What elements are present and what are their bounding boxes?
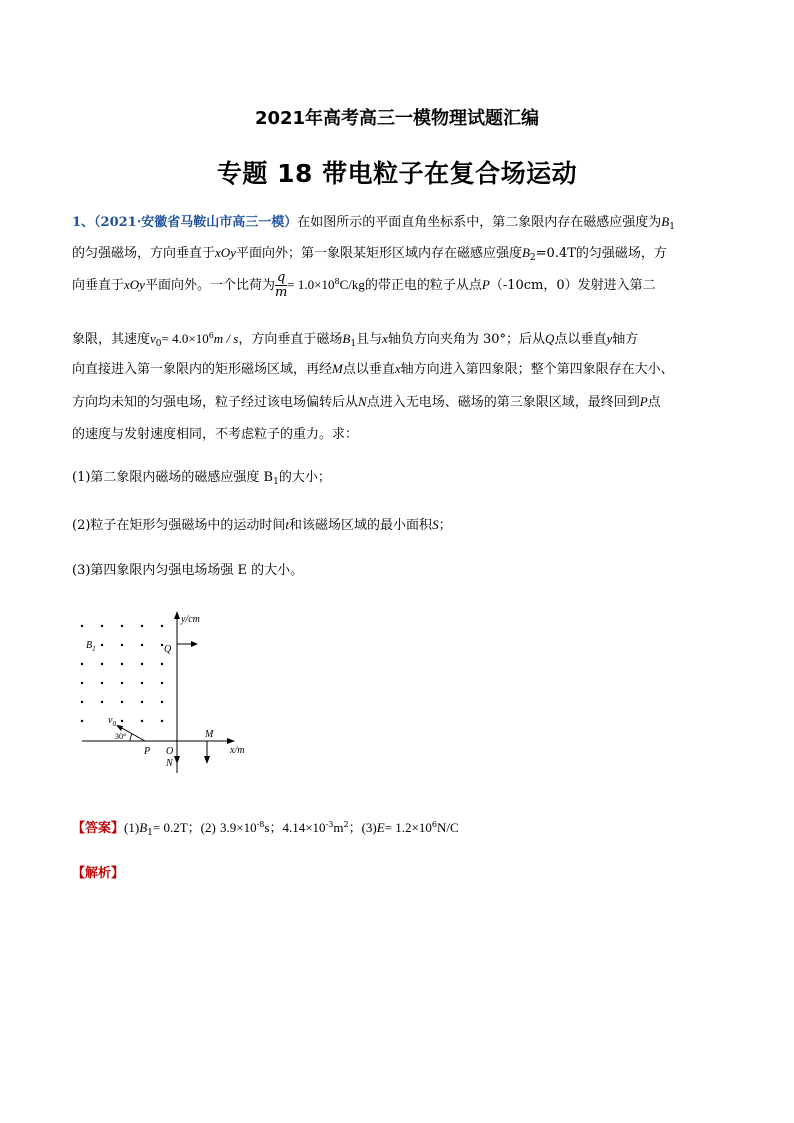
field-dot xyxy=(141,720,143,722)
question-text: 的匀强磁场，方 xyxy=(575,246,667,261)
field-dot xyxy=(121,682,123,684)
field-dot xyxy=(141,625,143,627)
separator: ； xyxy=(269,821,283,836)
question-text: ，方向垂直于磁场 xyxy=(238,332,343,347)
answer-3-value: = 1.2×10 xyxy=(384,820,432,835)
analysis-section xyxy=(72,864,732,884)
question-text: 向直接进入第一象限内的矩形磁场区域，再经 xyxy=(72,362,333,377)
answer-3-exp: 6 xyxy=(431,820,437,829)
question-text: 点以垂直 xyxy=(554,332,607,347)
value-qm: = 1.0×10 xyxy=(287,277,335,292)
symbol-B1-sub: 1 xyxy=(669,222,675,232)
symbol-x: x xyxy=(394,361,401,376)
field-dot xyxy=(161,625,163,627)
question-line-6 xyxy=(72,392,732,413)
symbol-v0-sub: 0 xyxy=(155,339,162,349)
question-line-1 xyxy=(72,212,732,237)
question-line-3 xyxy=(72,268,732,300)
subquestion-sub: 1 xyxy=(273,477,279,487)
symbol-B2-sub: 2 xyxy=(529,253,536,263)
document-header: 2021年高考高三一模物理试题汇编 xyxy=(254,108,540,129)
page-title: 专题 18 带电粒子在复合场运动 xyxy=(216,159,578,188)
question-line-7 xyxy=(72,425,732,445)
field-dot xyxy=(161,663,163,665)
answer-3-unit: N/C xyxy=(436,820,459,835)
x-axis-arrow xyxy=(227,738,235,744)
n-label: N xyxy=(166,758,173,769)
field-dot xyxy=(161,644,163,646)
question-line-2 xyxy=(72,243,732,268)
answer-3-symbol: E xyxy=(376,820,385,835)
answer-1-symbol: B xyxy=(139,820,148,835)
answer-tag: 【答案】 xyxy=(72,821,125,836)
subquestion-3 xyxy=(72,561,732,581)
subquestion-text: (3)第四象限内匀强电场场强 E 的大小。 xyxy=(72,563,304,578)
question-text: 平面向外。一个比荷为 xyxy=(144,278,275,293)
field-dot xyxy=(121,720,123,722)
value-qm-exp: 8 xyxy=(334,277,340,286)
question-text: 点以垂直 xyxy=(342,362,395,377)
m-label: M xyxy=(205,729,214,740)
field-dot xyxy=(161,701,163,703)
x-axis-label: x/m xyxy=(230,745,245,756)
magnetic-field-dots xyxy=(81,625,163,722)
answer-2-area-unit: m xyxy=(333,820,344,835)
value-v0-unit: m / s xyxy=(213,331,239,346)
value-qm-unit: C/kg xyxy=(339,277,365,292)
coordinate-figure xyxy=(70,608,260,780)
field-dot xyxy=(121,701,123,703)
symbol-B1: B xyxy=(661,214,670,229)
charge-mass-fraction xyxy=(275,271,287,300)
value-v0-exp: 6 xyxy=(208,331,214,340)
symbol-y: y xyxy=(606,331,613,346)
separator: ； xyxy=(187,821,201,836)
question-text: 在如图所示的平面直角坐标系中，第二象限内存在磁感应强度为 xyxy=(297,215,662,230)
symbol-N: N xyxy=(358,394,367,409)
b1-label xyxy=(86,640,96,653)
question-text: 的匀强磁场，方向垂直于 xyxy=(72,246,216,261)
question-text: 平面向外；第一象限某矩形区域内存在磁感应强度 xyxy=(235,246,522,261)
value-B2: =0.4T xyxy=(535,246,576,261)
question-text: 轴负方向夹角为 30°；后从 xyxy=(387,332,546,347)
separator: ； xyxy=(348,821,362,836)
field-dot xyxy=(141,663,143,665)
field-dot xyxy=(161,720,163,722)
b1-label-sub: 1 xyxy=(92,645,96,653)
field-dot xyxy=(101,701,103,703)
field-dot xyxy=(101,682,103,684)
subquestion-text: 和该磁场区域的最小面积 xyxy=(289,518,433,533)
field-dot xyxy=(81,701,83,703)
subquestion-1 xyxy=(72,468,732,492)
o-label: O xyxy=(166,746,174,757)
m-arrowhead xyxy=(204,756,210,764)
field-dot xyxy=(161,682,163,684)
question-line-4 xyxy=(72,326,732,354)
field-dot xyxy=(121,625,123,627)
value-v0: = 4.0×10 xyxy=(161,331,209,346)
question-text: （-10cm，0）发射进入第二 xyxy=(489,278,656,293)
question-text: 轴方 xyxy=(612,332,639,347)
symbol-B2: B xyxy=(521,245,530,260)
question-text: 点 xyxy=(647,395,661,410)
answer-2-prefix: (2) xyxy=(200,820,216,835)
symbol-B1-sub: 1 xyxy=(350,339,357,349)
question-text: 点进入无电场、磁场的第三象限区域，最终回到 xyxy=(366,395,640,410)
n-arrowhead xyxy=(174,756,180,764)
q-label: Q xyxy=(164,644,172,655)
symbol-xOy: xOy xyxy=(124,277,145,292)
field-dot xyxy=(81,720,83,722)
symbol-S: S xyxy=(432,517,439,532)
v0-label xyxy=(108,715,116,728)
symbol-Q: Q xyxy=(545,331,555,346)
question-line-5 xyxy=(72,359,732,380)
subquestion-2 xyxy=(72,515,732,536)
question-text: 且与 xyxy=(356,332,383,347)
question-number: 1、 xyxy=(72,215,95,230)
field-dot xyxy=(101,644,103,646)
fraction-denominator: m xyxy=(274,285,288,300)
question-text: 的带正电的粒子从点 xyxy=(364,278,482,293)
answer-2-time-unit: s xyxy=(264,820,270,835)
field-dot xyxy=(141,701,143,703)
analysis-tag: 【解析】 xyxy=(72,866,125,881)
subquestion-text: (2)粒子在矩形匀强磁场中的运动时间 xyxy=(72,518,286,533)
answer-1-value: = 0.2T xyxy=(152,820,188,835)
symbol-P: P xyxy=(481,277,490,292)
fraction-numerator: q xyxy=(276,270,286,285)
subquestion-text: ； xyxy=(438,518,452,533)
v0-arrowhead xyxy=(116,725,123,731)
answer-2-time-exp: -8 xyxy=(256,820,265,829)
b1-label-text: B xyxy=(86,640,93,651)
subquestion-text: 的大小； xyxy=(278,470,331,485)
field-dot xyxy=(101,625,103,627)
v0-label-text: v xyxy=(108,715,113,726)
v0-label-sub: 0 xyxy=(112,720,116,728)
symbol-t: t xyxy=(285,517,290,532)
field-dot xyxy=(121,663,123,665)
question-text: 方向均未知的匀强电场，粒子经过该电场偏转后从 xyxy=(72,395,359,410)
answer-1-prefix: (1) xyxy=(124,820,140,835)
y-axis-label: y/cm xyxy=(181,614,200,625)
field-dot xyxy=(81,625,83,627)
field-dot xyxy=(101,663,103,665)
answer-2-area: 4.14×10 xyxy=(282,820,326,835)
question-text: 向垂直于 xyxy=(72,278,125,293)
symbol-P: P xyxy=(639,394,648,409)
question-text: 轴方向进入第四象限；整个第四象限存在大小、 xyxy=(400,362,674,377)
symbol-v0: v xyxy=(150,331,156,346)
field-dot xyxy=(121,644,123,646)
p-label: P xyxy=(144,746,151,757)
symbol-M: M xyxy=(332,361,343,376)
field-dot xyxy=(81,682,83,684)
answer-2-area-exp: -3 xyxy=(325,820,334,829)
answer-3-prefix: (3) xyxy=(361,820,377,835)
answer-2-time: 3.9×10 xyxy=(219,820,257,835)
answer-1-sub: 1 xyxy=(147,828,153,838)
answer-2-area-unit-exp: 2 xyxy=(343,820,349,829)
field-dot xyxy=(81,663,83,665)
subquestion-text: (1)第二象限内磁场的磁感应强度 B xyxy=(72,470,274,485)
angle-label: 30° xyxy=(115,732,127,741)
answer-line xyxy=(72,815,752,843)
field-dot xyxy=(141,682,143,684)
y-axis-arrow xyxy=(174,611,180,619)
angle-arc xyxy=(130,734,132,741)
q-arrowhead xyxy=(191,641,198,647)
question-text: 象限，其速度 xyxy=(72,332,151,347)
symbol-B1: B xyxy=(342,331,351,346)
question-text: 的速度与发射速度相同，不考虑粒子的重力。求： xyxy=(72,427,359,442)
symbol-x: x xyxy=(382,331,388,346)
field-dot xyxy=(141,644,143,646)
question-source: （2021·安徽省马鞍山市高三一模） xyxy=(94,215,298,230)
symbol-xOy: xOy xyxy=(215,245,236,260)
